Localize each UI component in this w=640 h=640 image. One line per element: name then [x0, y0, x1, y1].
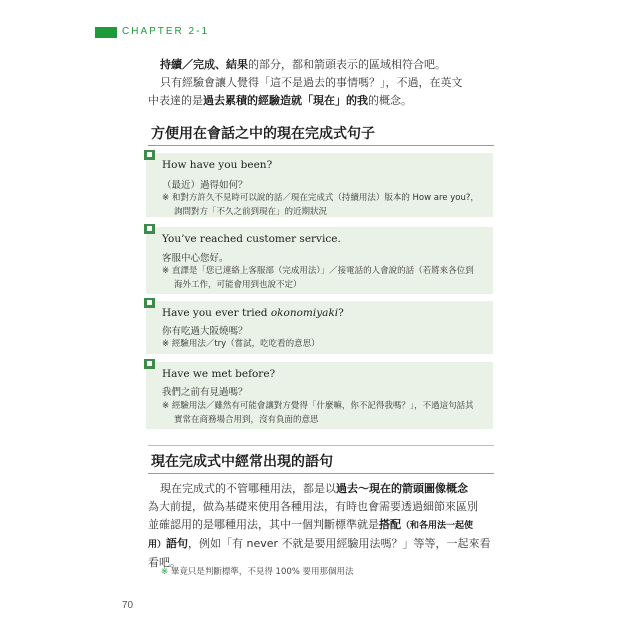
example-block-2 [146, 227, 493, 294]
example-block-1 [146, 153, 493, 217]
footnote [161, 565, 354, 577]
example-english-part: Have you ever tried [162, 307, 271, 319]
note-line: 實常在商務場合用到，沒有負面的意思 [174, 415, 319, 425]
example-note [162, 264, 487, 292]
section-title-2: 現在完成式中經常出現的語句 [151, 454, 333, 470]
body-text: ，例如「有 never 不就是要用經驗用法嗎？」等等，一起來看 [188, 537, 491, 550]
intro-text-3c: 的概念。 [368, 94, 412, 107]
example-english: You’ve reached customer service. [162, 233, 341, 245]
body-text: 並確認用的是哪種用法，其中一個判斷標準就是 [148, 518, 379, 531]
body-bold: 過去〜現在的箭頭圖像概念 [336, 482, 468, 495]
chapter-color-bar [95, 27, 117, 38]
example-note [162, 191, 487, 219]
body-bold: 語句 [166, 537, 189, 550]
example-english [162, 307, 344, 319]
example-chinese: 我們之前有見過嗎？ [162, 387, 248, 398]
intro-text-2: 只有經驗會讓人覺得「這不是過去的事情嗎？」，不過，在英文 [160, 76, 463, 89]
example-note [162, 399, 487, 427]
intro-text-1: 的部分，都和箭頭表示的區域相符合吧。 [248, 58, 446, 71]
example-tab-icon [144, 150, 155, 160]
example-tab-icon [144, 224, 155, 234]
note-line: ※ 和對方許久不見時可以說的話／現在完成式（持續用法）版本的 How are you?， [162, 193, 479, 203]
note-line: ※ 經驗用法／try（嘗試，吃吃看的意思） [162, 339, 320, 349]
example-chinese: （最近）過得如何？ [162, 180, 248, 191]
example-english: How have you been? [162, 159, 273, 171]
intro-text-3a: 中表達的是 [148, 94, 203, 107]
body-text: 現在完成式的不管哪種用法，都是以 [160, 482, 336, 495]
footnote-mark: ※ [161, 567, 169, 577]
body-bold-small: 用） [148, 540, 167, 550]
example-note [162, 337, 487, 351]
note-line: ※ 經驗用法／雖然有可能會讓對方覺得「什麼嘛，你不記得我嗎？」，不過這句話其 [162, 401, 474, 411]
section-rule-1 [148, 145, 494, 146]
section-rule-2 [148, 473, 494, 474]
example-english: Have we met before? [162, 368, 276, 380]
example-block-3 [146, 301, 493, 354]
body-text: 為大前提，做為基礎來使用各種用法，有時也會需要透過細節來區別 [148, 500, 478, 513]
body-bold-small: （和各用法一起使 [401, 521, 474, 531]
section-title-1: 方便用在會話之中的現在完成式句子 [151, 126, 375, 142]
page-number: 70 [122, 600, 134, 611]
example-chinese: 你有吃過大阪燒嗎？ [162, 326, 248, 337]
intro-paragraph [148, 56, 493, 110]
chapter-label: CHAPTER 2-1 [122, 26, 210, 37]
example-english-part: ? [338, 307, 344, 319]
example-tab-icon [144, 359, 155, 369]
note-line: ※ 直譯是「您已連絡上客服部（完成用法）」／接電話的人會說的話（若將來各位到 [162, 266, 474, 276]
body-bold: 搭配 [379, 518, 401, 531]
footnote-text: 畢竟只是判斷標準，不見得 100% 要用那個用法 [168, 567, 354, 577]
example-chinese: 客服中心您好。 [162, 253, 229, 264]
section-rule-top-2 [148, 445, 494, 446]
example-tab-icon [144, 298, 155, 308]
intro-bold-3: 過去累積的經驗造就「現在」的我 [203, 94, 368, 107]
section2-paragraph [148, 480, 493, 572]
note-line: 海外工作，可能會用到也說不定） [174, 280, 302, 290]
example-block-4 [146, 362, 493, 429]
note-line: 詢問對方「不久之前到現在」的近期狀況 [174, 207, 328, 217]
intro-bold-1: 持續／完成、結果 [160, 58, 248, 71]
body-text: 看吧。 [148, 556, 181, 569]
example-english-italic: okonomiyaki [270, 307, 339, 319]
